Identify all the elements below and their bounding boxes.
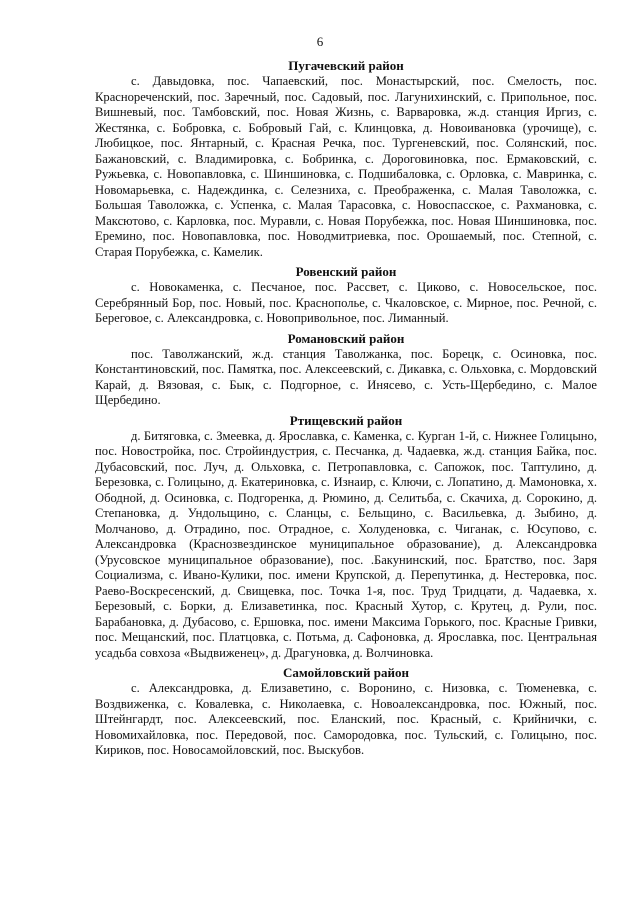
- settlement-list: с. Александровка, д. Елизаветино, с. Воронино, с. Низовка, с. Тюменевка, с. Воздвиженка, с. Ковалевка, с. Николаевка, с. Новоалександровка, пос. Южный, пос. Штейнгардт, пос. Алексеевский, пос. Еланский, пос. Красный, с. Крийнички, с. Новомихайловка, пос. Передовой, пос. Самородовка, пос. Тульский, с. Голицыно, пос. Кириков, пос. Новосамойловский, пос. Выскубов.: [95, 681, 597, 757]
- district-heading: Пугачевский район: [288, 58, 404, 73]
- district-section-romanovsky: [95, 327, 597, 409]
- district-section-pugachevsky: [95, 58, 597, 260]
- settlement-list: с. Новокаменка, с. Песчаное, пос. Рассвет, с. Циково, с. Новосельское, пос. Серебрянный Бор, пос. Новый, пос. Краснополье, с. Чкаловское, с. Мирное, пос. Речной, с. Береговое, с. Александровка, с. Новопривольное, пос. Лиманный.: [95, 280, 597, 325]
- settlement-list: д. Битяговка, с. Змеевка, д. Ярославка, с. Каменка, с. Курган 1-й, с. Нижнее Голицыно, пос. Новостройка, пос. Стройиндустрия, с. Песчанка, д. Чадаевка, ж.д. станция Байка, пос. Дубасовский, пос. Луч, д. Ольховка, с. Петропавловка, с. Сапожок, пос. Таптулино, д. Березовка, с. Голицыно, д. Екатериновка, с. Изнаир, с. Ключи, с. Лопатино, д. Мамоновка, х. Ободной, д. Осиновка, с. Подгоренка, д. Рюмино, д. Селитьба, с. Скачиха, д. Сорокино, д. Степановка, д. Ундольщино, с. Сланцы, с. Бельщино, с. Васильевка, д. Зыбино, д. Молчаново, д. Отрадино, пос. Отрадное, с. Холуденовка, с. Чиганак, с. Юсупово, с. Александровка (Краснозвездинское муниципальное образование), д. Александровка (Урусовское муниципальное образование), пос. .Бакунинский, пос. Братство, пос. Заря Социализма, с. Ивано-Кулики, пос. имени Крупской, д. Перепутинка, д. Нестеровка, пос. Раево-Воскресенский, д. Свищевка, пос. Точка 1-я, пос. Труд Тридцати, д. Чадаевка, х. Березовый, с. Борки, д. Елизаветинка, пос. Красный Хутор, с. Крутец, д. Рули, пос. Барабановка, д. Дубасово, с. Ершовка, пос. имени Максима Горького, пос. Красные Гривки, пос. Мещанский, пос. Платцовка, с. Потьма, д. Сафоновка, д. Ярославка, пос. Центральная усадьба совхоза «Выдвиженец», д. Драгуновка, д. Волчиновка.: [95, 428, 597, 660]
- settlement-list: пос. Таволжанский, ж.д. станция Таволжанка, пос. Борецк, с. Осиновка, пос. Константиновский, пос. Памятка, пос. Алексеевский, с. Дикавка, с. Ольховка, с. Мордовский Карай, д. Вязовая, с. Бык, с. Подгорное, с. Инясево, с. Усть-Щербедино, с. Малое Щербедино.: [95, 346, 597, 407]
- document-body: [95, 58, 597, 759]
- district-section-rtishchevsky: [95, 409, 597, 662]
- district-heading: Ртищевский район: [289, 412, 403, 428]
- district-section-rovensky: [95, 260, 597, 327]
- district-heading: Ровенский район: [295, 264, 397, 279]
- district-section-samoylovsky: [95, 661, 597, 759]
- district-heading: Романовский район: [287, 330, 405, 346]
- district-heading: Самойловский район: [283, 665, 409, 680]
- page-number: 6: [316, 34, 324, 49]
- settlement-list: с. Давыдовка, пос. Чапаевский, пос. Монастырский, пос. Смелость, пос. Краснореченский, пос. Заречный, пос. Садовый, пос. Лагунихинский, с. Припольное, пос. Вишневый, пос. Тамбовский, пос. Новая Жизнь, с. Варваровка, ж.д. станция Иргиз, с. Жестянка, с. Бобровка, с. Бобровый Гай, с. Клинцовка, д. Новоивановка (урочище), с. Любицкое, пос. Янтарный, с. Красная Речка, пос. Тургеневский, пос. Солянский, пос. Бажановский, с. Владимировка, с. Бобринка, с. Дороговиновка, пос. Ермаковский, с. Ружьевка, с. Новопавловка, с. Шиншиновка, с. Подшибаловка, с. Орловка, с. Мавринка, с. Новомарьевка, с. Надеждинка, с. Селезниха, с. Преображенка, с. Малая Таволожка, с. Большая Таволожка, с. Успенка, с. Малая Тарасовка, с. Новоспасское, с. Рахмановка, с. Максютово, с. Карловка, пос. Муравли, с. Новая Порубежка, пос. Новая Шиншиновка, пос. Еремино, пос. Новопавловка, пос. Новодмитриевка, пос. Орошаемый, пос. Степной, с. Старая Порубежка, с. Камелик.: [95, 74, 597, 259]
